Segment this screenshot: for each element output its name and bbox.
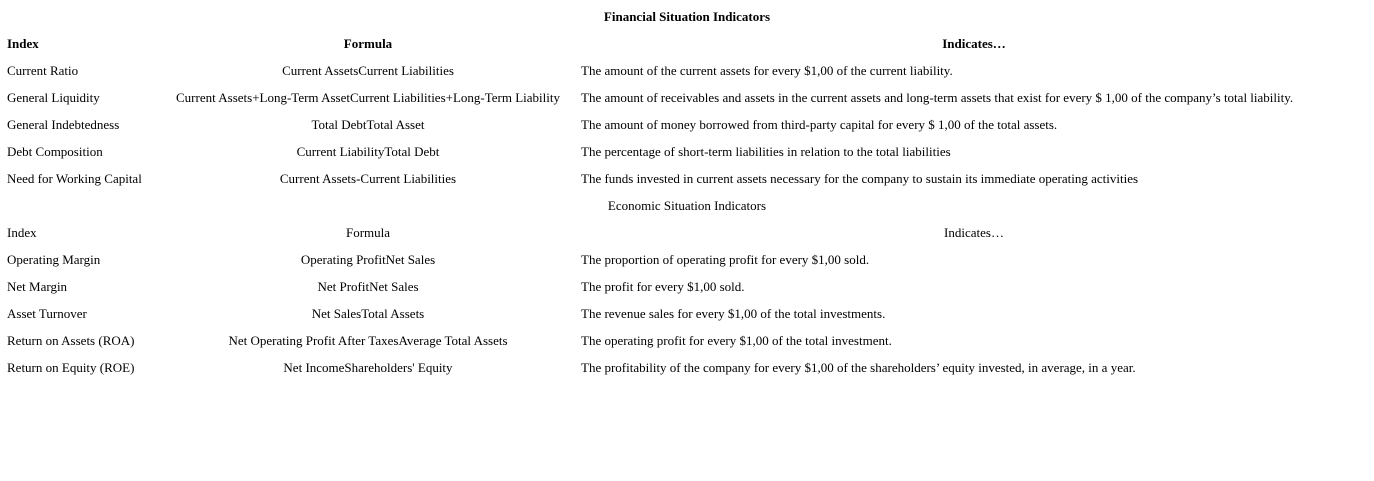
indicates-cell: The profitability of the company for every $1,00 of the shareholders’ equity invested, in average, in a year. [581,360,1136,375]
header-row [6,31,1368,56]
indicates-cell: The profit for every $1,00 sold. [581,279,745,294]
index-cell: General Liquidity [7,90,100,105]
table-row [6,85,1368,110]
table-row [6,328,1368,353]
indicates-cell: The percentage of short-term liabilities in relation to the total liabilities [581,144,951,159]
indicates-cell: The operating profit for every $1,00 of the total investment. [581,333,892,348]
index-cell: Return on Equity (ROE) [7,360,135,375]
formula-cell: Current AssetsCurrent Liabilities [282,63,454,78]
index-cell: Asset Turnover [7,306,87,321]
formula-cell: Current Assets+Long-Term AssetCurrent Liabilities+Long-Term Liability [176,90,560,105]
index-cell: Debt Composition [7,144,103,159]
header-index: Index [7,225,37,240]
financial-situation-table [4,4,1370,193]
header-formula: Formula [343,36,393,51]
table-row [6,112,1368,137]
index-cell: General Indebtedness [7,117,120,132]
indicates-cell: The revenue sales for every $1,00 of the total investments. [581,306,886,321]
header-row [6,220,1368,245]
indicates-cell: The amount of money borrowed from third-party capital for every $ 1,00 of the total assets. [581,117,1058,132]
formula-cell: Current LiabilityTotal Debt [296,144,440,159]
formula-cell: Total DebtTotal Asset [311,117,425,132]
financial-table-caption: Financial Situation Indicators [603,9,771,24]
index-cell: Return on Assets (ROA) [7,333,135,348]
header-index: Index [7,36,39,51]
header-indicates: Indicates… [942,36,1006,51]
index-cell: Operating Margin [7,252,101,267]
formula-cell: Net Operating Profit After TaxesAverage Total Assets [228,333,508,348]
formula-cell: Net IncomeShareholders' Equity [283,360,453,375]
formula-cell: Operating ProfitNet Sales [300,252,436,267]
index-cell: Current Ratio [7,63,79,78]
table-row [6,355,1368,380]
table-row [6,139,1368,164]
economic-situation-table [4,193,1370,382]
table-row [6,58,1368,83]
table-row [6,301,1368,326]
table-row [6,247,1368,272]
index-cell: Need for Working Capital [7,171,142,186]
table-row [6,166,1368,191]
indicates-cell: The funds invested in current assets necessary for the company to sustain its immediate operating activities [581,171,1139,186]
header-indicates: Indicates… [944,225,1004,240]
formula-cell: Net SalesTotal Assets [311,306,425,321]
formula-cell: Net ProfitNet Sales [317,279,419,294]
table-row [6,274,1368,299]
indicates-cell: The proportion of operating profit for every $1,00 sold. [581,252,870,267]
index-cell: Net Margin [7,279,68,294]
indicates-cell: The amount of the current assets for every $1,00 of the current liability. [581,63,953,78]
header-formula: Formula [345,225,391,240]
economic-table-caption: Economic Situation Indicators [607,198,767,213]
indicates-cell: The amount of receivables and assets in the current assets and long-term assets that exist for every $ 1,00 of the company’s total liability. [581,90,1294,105]
formula-cell: Current Assets-Current Liabilities [279,171,457,186]
